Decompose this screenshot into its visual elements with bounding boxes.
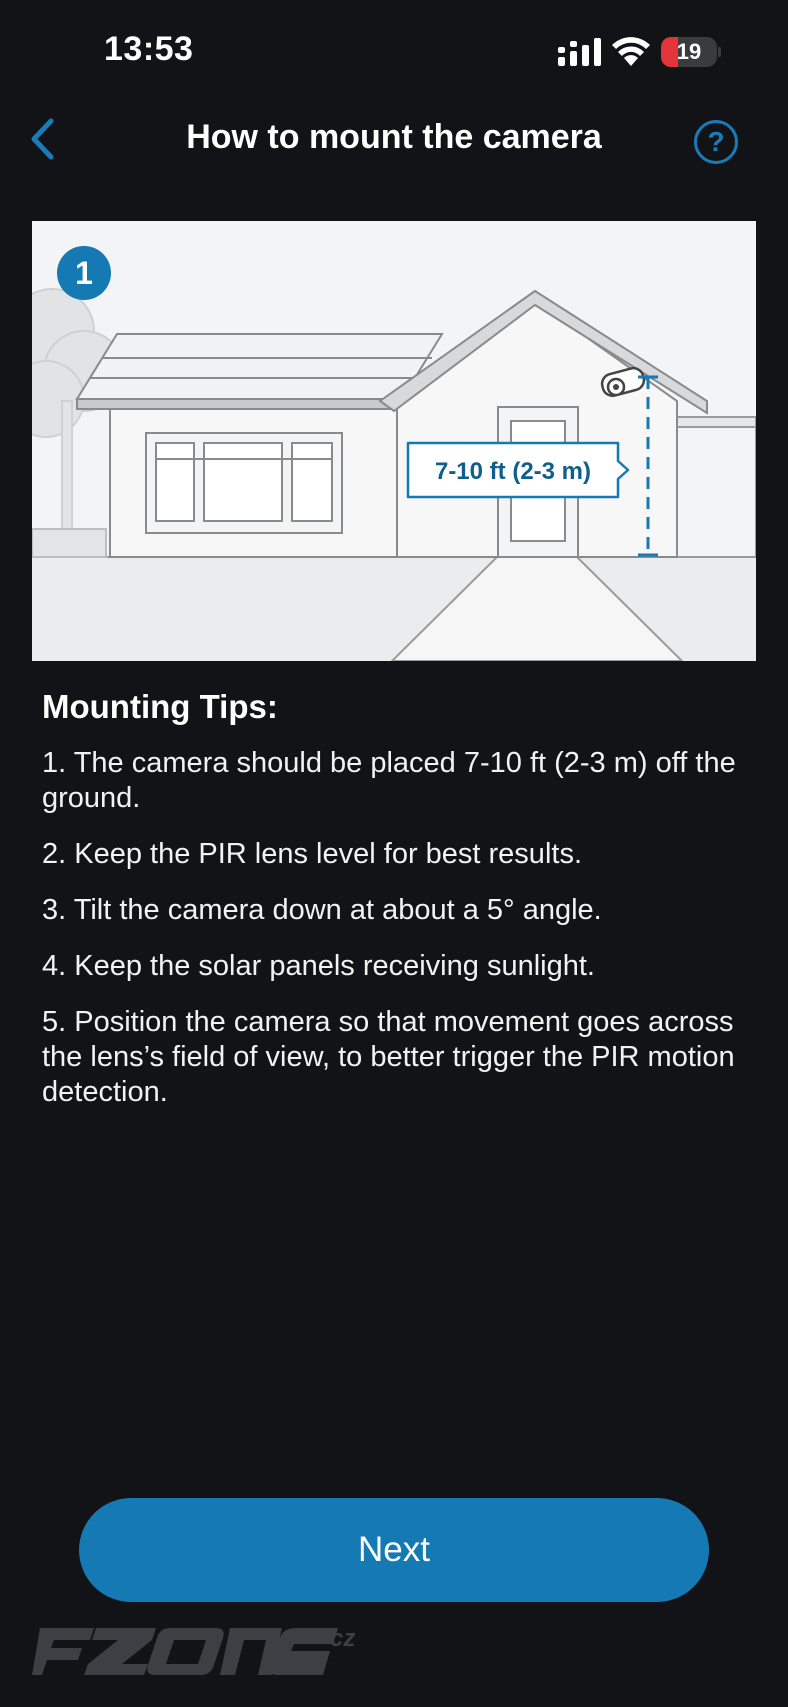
page-title: How to mount the camera (186, 118, 602, 156)
watermark-suffix: cz (330, 1625, 356, 1652)
tip-item: 3. Tilt the camera down at about a 5° angle. (42, 894, 602, 926)
step-number-badge: 1 (75, 255, 93, 291)
tip-item: 2. Keep the PIR lens level for best results. (42, 838, 582, 870)
tip-item: 5. Position the camera so that movement goes across the lens’s field of view, to better trigger the PIR motion detection. (42, 1006, 735, 1108)
back-button[interactable] (18, 114, 66, 164)
battery-icon (661, 37, 717, 67)
status-bar (0, 0, 788, 100)
height-label: 7-10 ft (2-3 m) (434, 458, 592, 485)
house-illustration (32, 221, 756, 661)
tips-heading: Mounting Tips: (42, 688, 278, 725)
signal-icon (558, 38, 602, 66)
watermark-logo (32, 1620, 362, 1680)
battery-nub (718, 47, 721, 57)
chevron-left-icon (29, 118, 55, 160)
next-button[interactable]: Next (79, 1498, 709, 1602)
clock: 13:53 (104, 30, 194, 68)
mounting-illustration (32, 221, 756, 661)
battery-level: 19 (676, 39, 702, 64)
nav-bar (0, 100, 788, 180)
tip-item: 1. The camera should be placed 7-10 ft (2-3 m) off the ground. (42, 747, 736, 814)
tip-item: 4. Keep the solar panels receiving sunlight. (42, 950, 595, 982)
help-button[interactable]: ? (694, 120, 738, 164)
mounting-tips (42, 688, 742, 1131)
wifi-icon (611, 36, 651, 66)
